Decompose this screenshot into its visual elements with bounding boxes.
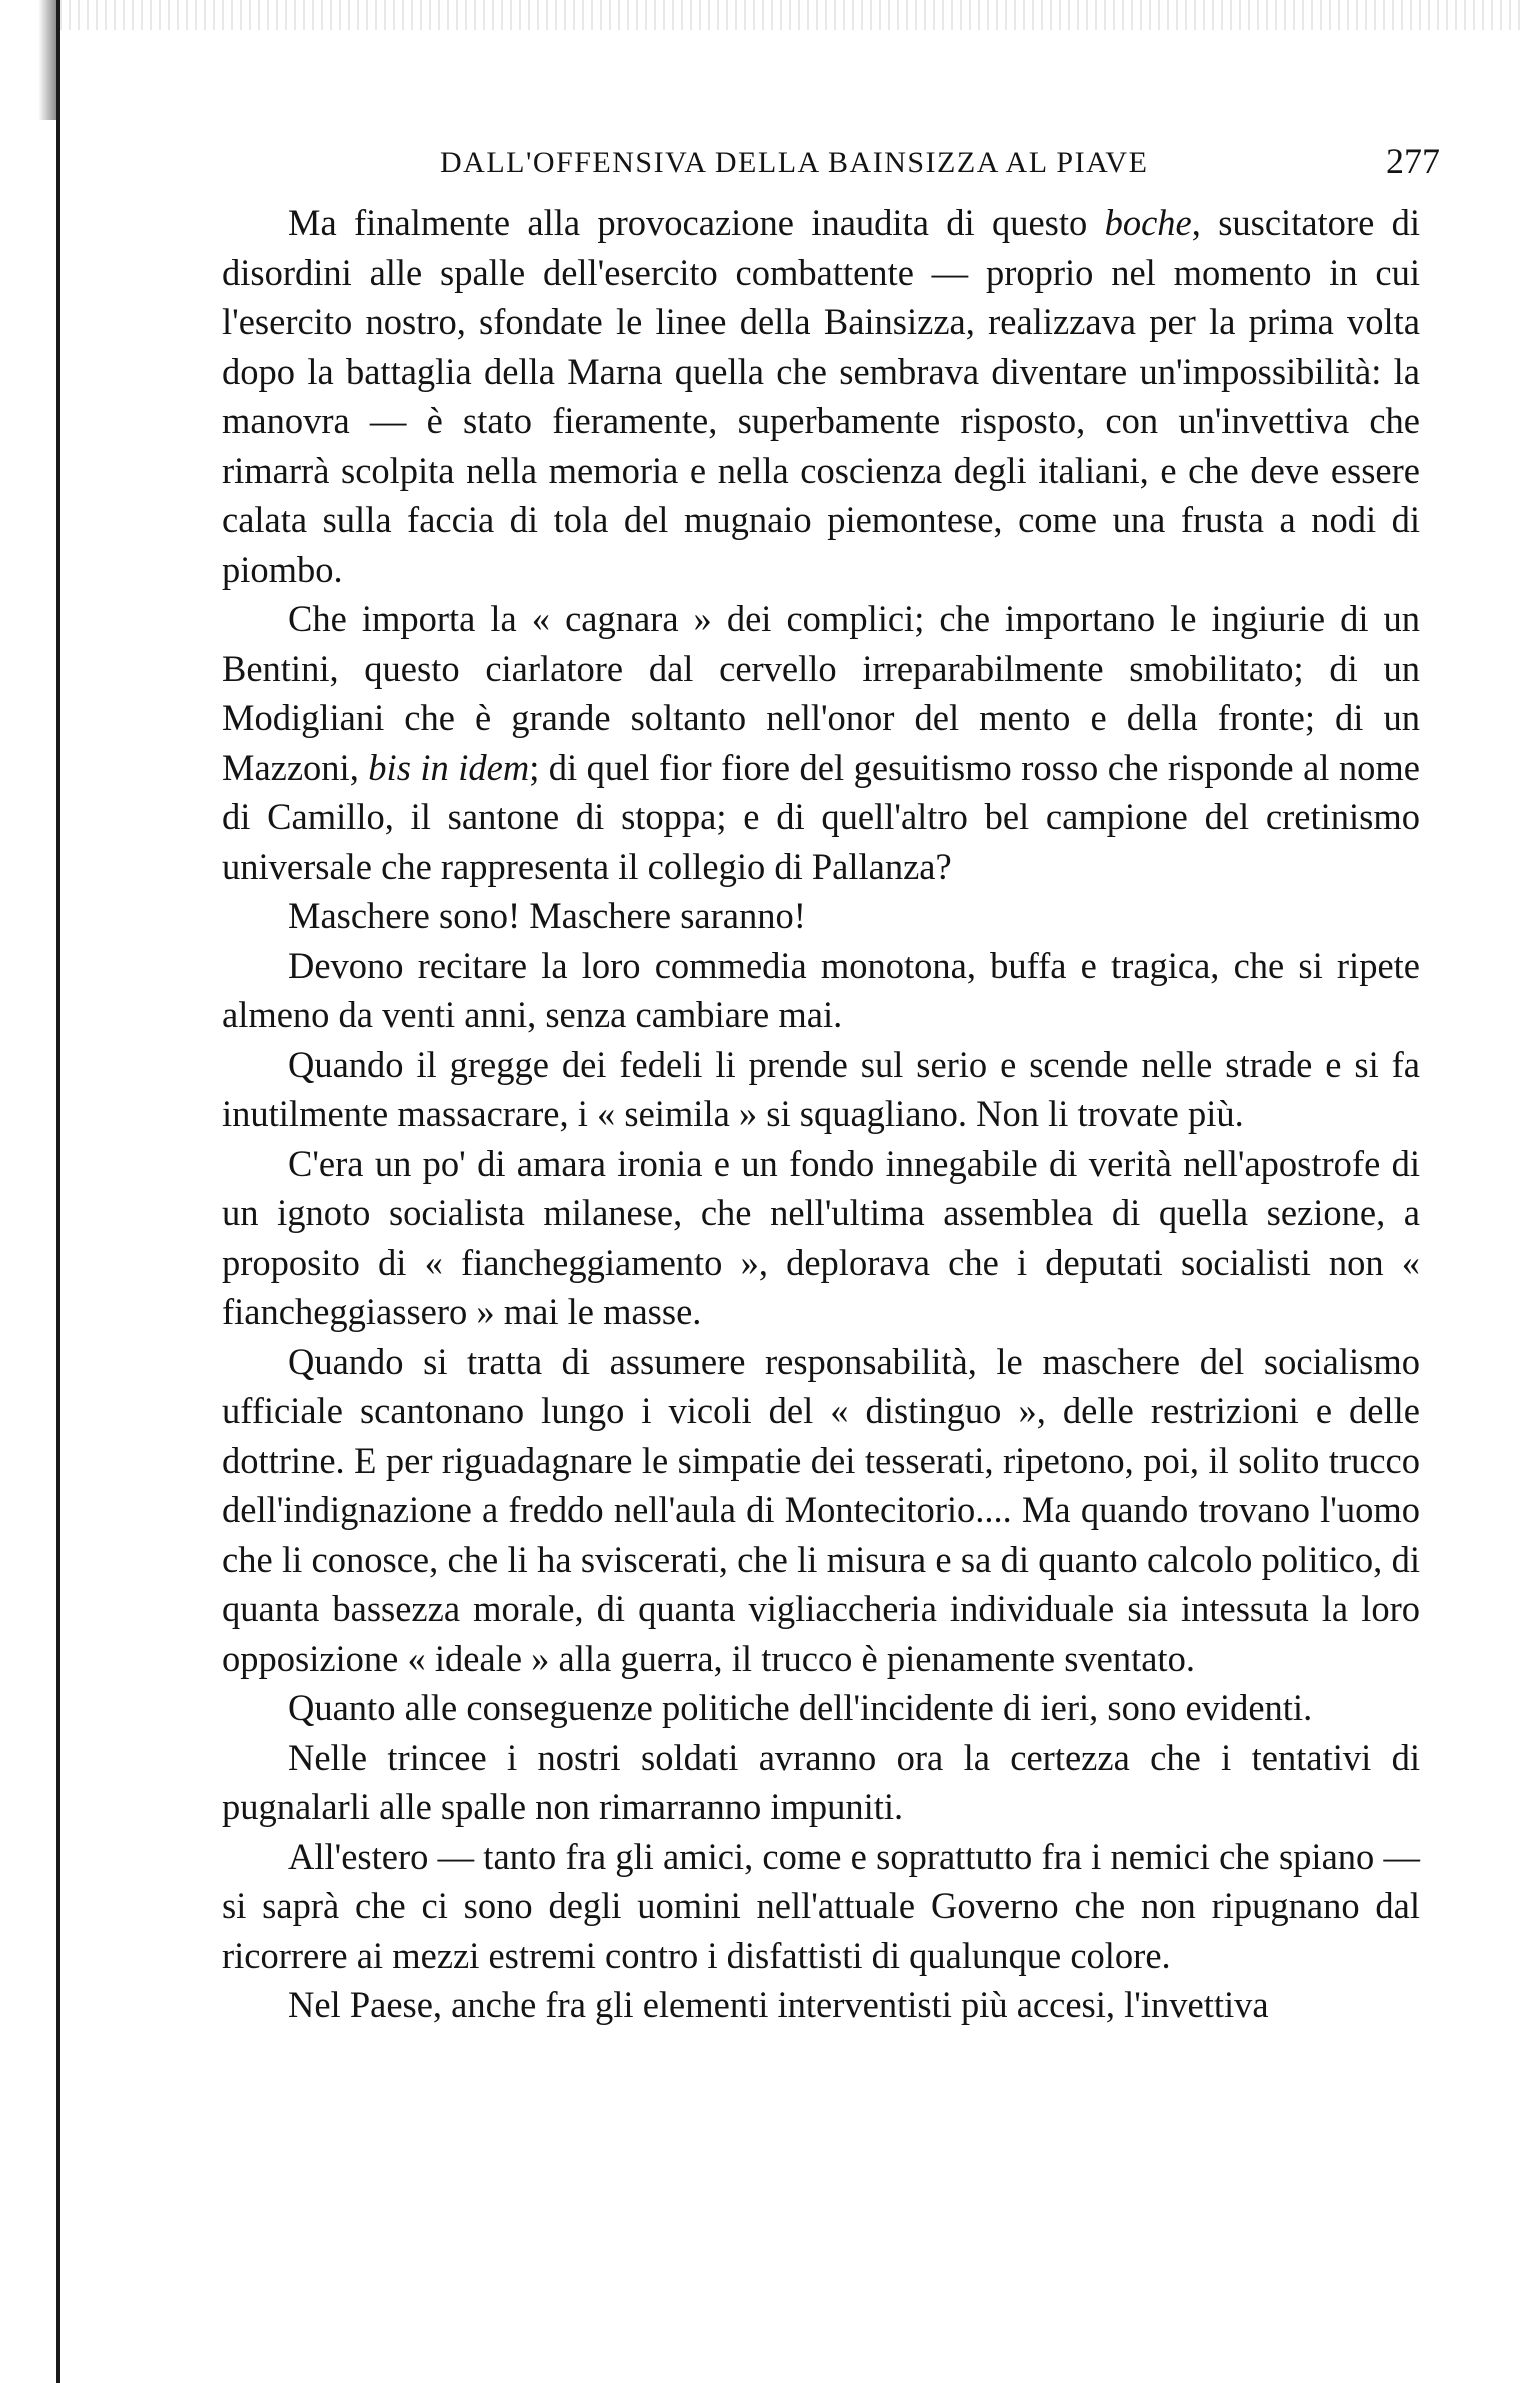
paragraph-11: Nel Paese, anche fra gli elementi interventisti più accesi, l'invettiva [288,1984,1269,2025]
italic-term: boche [1104,202,1192,243]
page-header [440,140,1440,190]
page-number: 277 [1386,141,1440,181]
paragraph-3: Maschere sono! Maschere saranno! [288,895,806,936]
paragraph-5: Quando il gregge dei fedeli li prende sul serio e scende nelle strade e si fa inutilmente massacrare, i « seimila » si squagliano. Non li trovate più. [222,1043,1420,1134]
paragraph-2: Che importa la « cagnara » dei complici; che importano le ingiurie di un Bentini, questo ciarlatore dal cervello irreparabilmente smobilitato; di un Modigliani che è grande soltanto nell'onor del mento e della fronte; di un Mazzoni, bis in idem; di quel fior fiore del gesuitismo rosso che risponde al nome di Camillo, il santone di stoppa; e di quell'altro bel campione del cretinismo universale che rappresenta il collegio di Pallanza? [222,598,1420,887]
paragraph-7: Quando si tratta di assumere responsabilità, le maschere del socialismo ufficiale scantonano lungo i vicoli del « distinguo », delle restrizioni e delle dottrine. E per riguadagnare le simpatie dei tesserati, ripetono, poi, il solito trucco dell'indignazione a freddo nell'aula di Montecitorio.... Ma quando trovano l'uomo che li conosce, che li ha sviscerati, che li misura e sa di quanto calcolo politico, di quanta bassezza morale, di quanta vigliaccheria individuale sia intessuta la loro opposizione « ideale » alla guerra, il trucco è pienamente sventato. [222,1340,1420,1679]
paragraph-4: Devono recitare la loro commedia monotona, buffa e tragica, che si ripete almeno da venti anni, senza cambiare mai. [222,944,1420,1035]
paragraph-9: Nelle trincee i nostri soldati avranno ora la certezza che i tentativi di pugnalarli alle spalle non rimarranno impuniti. [222,1736,1420,1827]
scan-noise [60,0,1526,30]
body-text [222,198,1420,2030]
paragraph-10: All'estero — tanto fra gli amici, come e soprattutto fra i nemici che spiano — si saprà che ci sono degli uomini nell'attuale Governo che non ripugnano dal ricorrere ai mezzi estremi contro i disfattisti di qualunque colore. [222,1835,1420,1976]
paragraph-8: Quanto alle conseguenze politiche dell'incidente di ieri, sono evidenti. [288,1687,1313,1728]
binding-edge [56,0,60,2383]
paragraph-6: C'era un po' di amara ironia e un fondo innegabile di verità nell'apostrofe di un ignoto socialista milanese, che nell'ultima assemblea di quella sezione, a proposito di « fiancheggiamento », deplorava che i deputati socialisti non « fiancheggiassero » mai le masse. [222,1142,1420,1332]
running-title: DALL'OFFENSIVA DELLA BAINSIZZA AL PIAVE [440,146,1149,179]
paragraph-1: Ma finalmente alla provocazione inaudita di questo boche, suscitatore di disordini alle spalle dell'esercito combattente — proprio nel momento in cui l'esercito nostro, sfondate le linee della Bainsizza, realizzava per la prima volta dopo la battaglia della Marna quella che sembrava diventare un'impossibilità: la manovra — è stato fieramente, superbamente risposto, con un'invettiva che rimarrà scolpita nella memoria e nella coscienza degli italiani, e che deve essere calata sulla faccia di tola del mugnaio piemontese, come una frusta a nodi di piombo. [222,202,1420,590]
italic-term: bis in idem [368,746,530,788]
